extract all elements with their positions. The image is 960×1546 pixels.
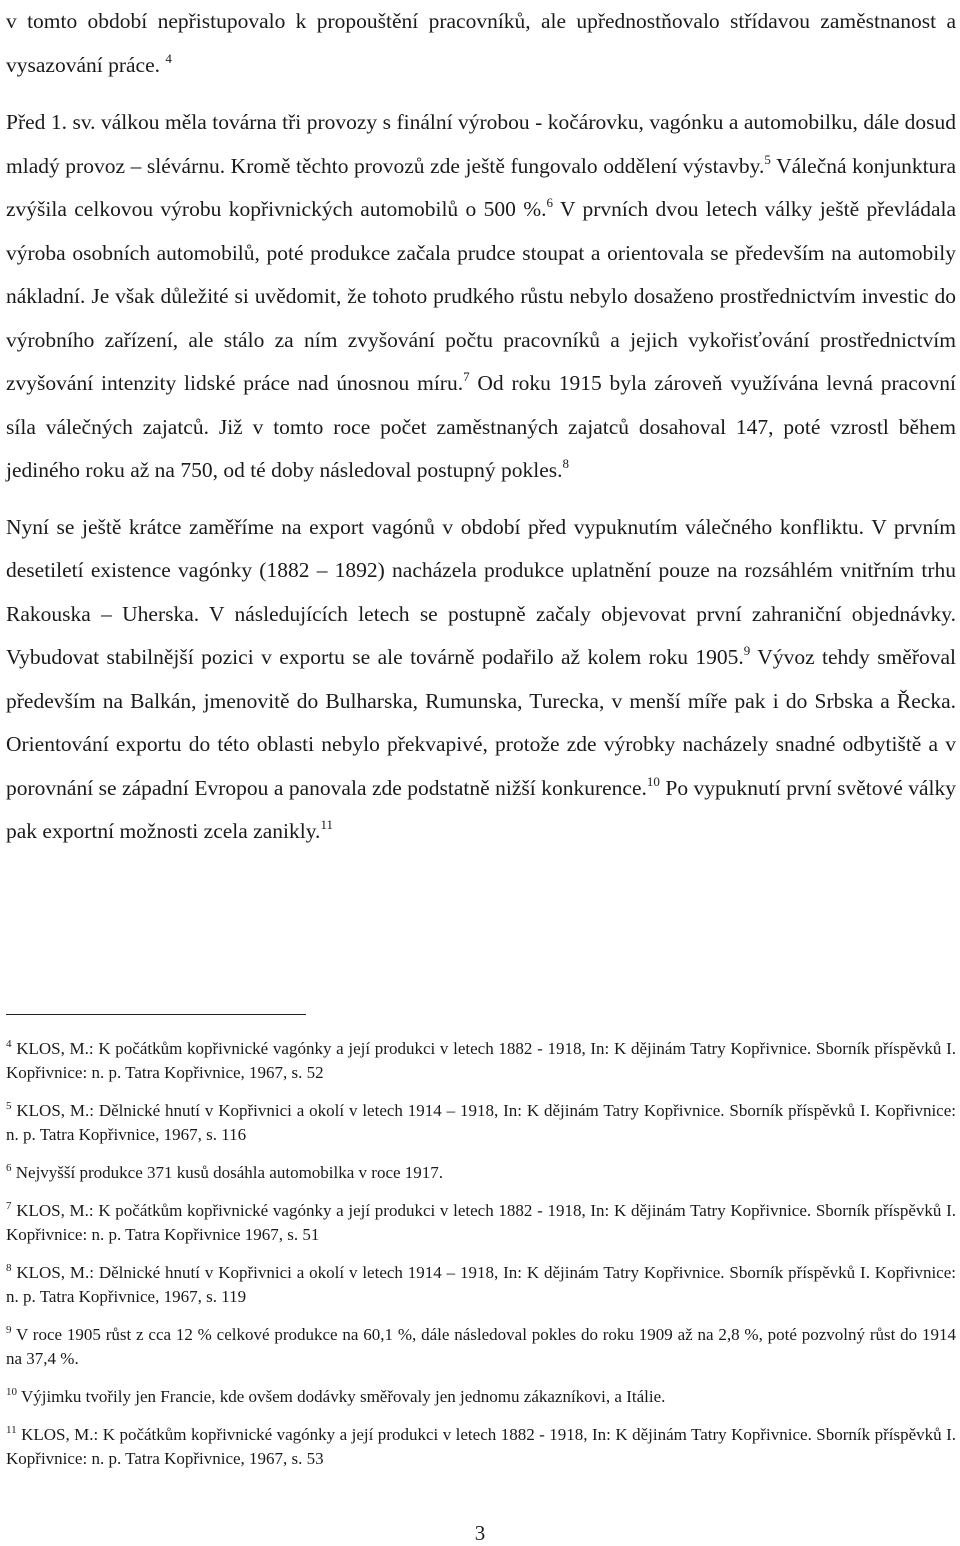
footnote-number: 10 bbox=[6, 1386, 17, 1398]
footnote-6 bbox=[6, 1161, 956, 1185]
paragraph-text: Od roku 1915 byla zároveň využívána levná pracovní síla válečných zajatců. Již v tomto roce počet zaměstnaných zajatců dosahoval 147, poté vzrostl během jediného roku až na 750, od té doby následoval postupný pokles. bbox=[6, 371, 956, 482]
paragraph-1 bbox=[6, 0, 956, 87]
footnote-text: KLOS, M.: K počátkům kopřivnické vagónky a její produkci v letech 1882 - 1918, In: K dějinám Tatry Kopřivnice. Sborník příspěvků I. Kopřivnice: n. p. Tatra Kopřivnice, 1967, s. 52 bbox=[6, 1039, 957, 1082]
footnote-ref[interactable]: 8 bbox=[562, 456, 570, 471]
footnote-number: 11 bbox=[6, 1424, 17, 1436]
footnote-ref[interactable]: 10 bbox=[646, 773, 660, 789]
footnote-ref[interactable]: 5 bbox=[764, 151, 771, 167]
page-number: 3 bbox=[474, 1521, 486, 1545]
footnote-10 bbox=[6, 1385, 956, 1409]
footnote-ref[interactable]: 11 bbox=[320, 817, 333, 832]
footnote-11 bbox=[6, 1423, 956, 1471]
footnote-number: 7 bbox=[6, 1200, 12, 1212]
paragraph-text: Nyní se ještě krátce zaměříme na export vagónů v období před vypuknutím válečného konfliktu. V prvním desetiletí existence vagónky (1882 – 1892) nacházela produkce uplatnění pouze na rozsáhlém vnitřním trhu Rakouska – Uherska. V následujících letech se postupně začaly objevovat první zahraniční objednávky. Vybudovat stabilnější pozici v exportu se ale továrně podařilo až kolem roku 1905. bbox=[6, 514, 956, 669]
footnote-7 bbox=[6, 1199, 956, 1247]
paragraph-text: Vývoz tehdy směřoval především na Balkán, jmenovitě do Bulharska, Rumunska, Turecka, v menší míře pak i do Srbska a Řecka. Orientování exportu do této oblasti nebylo překvapivé, protože zde výrobky nacházely snadné odbytiště a v porovnání se západní Evropou a panovala zde podstatně nižší konkurence. bbox=[6, 645, 956, 800]
paragraph-3 bbox=[6, 506, 956, 854]
footnote-ref[interactable]: 9 bbox=[743, 643, 751, 658]
footnote-divider bbox=[6, 1014, 306, 1015]
footnote-number: 5 bbox=[6, 1100, 12, 1112]
footnote-8 bbox=[6, 1261, 956, 1309]
paragraph-text: v tomto období nepřistupovalo k propouštění pracovníků, ale upřednostňovalo střídavou zaměstnanost a vysazování práce. bbox=[6, 9, 956, 77]
paragraph-2 bbox=[6, 101, 956, 493]
footnote-text: KLOS, M.: Dělnické hnutí v Kopřivnici a okolí v letech 1914 – 1918, In: K dějinám Tatry Kopřivnice. Sborník příspěvků I. Kopřivnice: n. p. Tatra Kopřivnice, 1967, s. 119 bbox=[6, 1263, 957, 1306]
footnote-ref[interactable]: 7 bbox=[463, 369, 470, 384]
paragraph-text: Po vypuknutí první světové války pak exportní možnosti zcela zanikly. bbox=[6, 775, 956, 843]
document-page bbox=[6, 0, 956, 854]
footnotes-section bbox=[6, 1037, 956, 1485]
footnote-text: KLOS, M.: K počátkům kopřivnické vagónky a její produkci v letech 1882 - 1918, In: K dějinám Tatry Kopřivnice. Sborník příspěvků I. Kopřivnice: n. p. Tatra Kopřivnice, 1967, s. 53 bbox=[6, 1425, 957, 1468]
footnote-text: KLOS, M.: K počátkům kopřivnické vagónky a její produkci v letech 1882 - 1918, In: K dějinám Tatry Kopřivnice. Sborník příspěvků I. Kopřivnice: n. p. Tatra Kopřivnice 1967, s. 51 bbox=[6, 1201, 957, 1244]
footnote-text: KLOS, M.: Dělnické hnutí v Kopřivnici a okolí v letech 1914 – 1918, In: K dějinám Tatry Kopřivnice. Sborník příspěvků I. Kopřivnice: n. p. Tatra Kopřivnice, 1967, s. 116 bbox=[6, 1101, 957, 1144]
footnote-ref[interactable]: 4 bbox=[165, 50, 172, 66]
footnote-5 bbox=[6, 1099, 956, 1147]
footnote-number: 6 bbox=[6, 1162, 12, 1174]
paragraph-text: V prvních dvou letech války ještě převládala výroba osobních automobilů, poté produkce začala prudce stoupat a orientovala se především na automobily nákladní. Je však důležité si uvědomit, že tohoto prudkého růstu nebylo dosaženo prostřednictvím investic do výrobního zařízení, ale stálo za ním zvyšování počtu pracovníků a jejich vykořisťování prostřednictvím zvyšování intenzity lidské práce nad únosnou míru. bbox=[6, 197, 956, 395]
footnote-9 bbox=[6, 1323, 956, 1371]
footnote-number: 4 bbox=[6, 1038, 12, 1050]
footnote-number: 8 bbox=[6, 1262, 12, 1274]
footnote-4 bbox=[6, 1037, 956, 1085]
footnote-number: 9 bbox=[6, 1324, 12, 1336]
footnote-text: Výjimku tvořily jen Francie, kde ovšem dodávky směřovaly jen jednomu zákazníkovi, a Itálie. bbox=[20, 1387, 666, 1406]
paragraph-text: Před 1. sv. válkou měla továrna tři provozy s finální výrobou - kočárovku, vagónku a automobilku, dále dosud mladý provoz – slévárnu. Kromě těchto provozů zde ještě fungovalo oddělení výstavby. bbox=[6, 110, 956, 178]
footnote-text: V roce 1905 růst z cca 12 % celkové produkce na 60,1 %, dále následoval pokles do roku 1909 až na 2,8 %, poté pozvolný růst do 1914 na 37,4 %. bbox=[6, 1325, 956, 1368]
footnote-text: Nejvyšší produkce 371 kusů dosáhla automobilka v roce 1917. bbox=[15, 1163, 444, 1182]
paragraph-text: Válečná konjunktura zvýšila celkovou výrobu kopřivnických automobilů o 500 %. bbox=[6, 153, 956, 221]
footnote-ref[interactable]: 6 bbox=[546, 195, 554, 210]
